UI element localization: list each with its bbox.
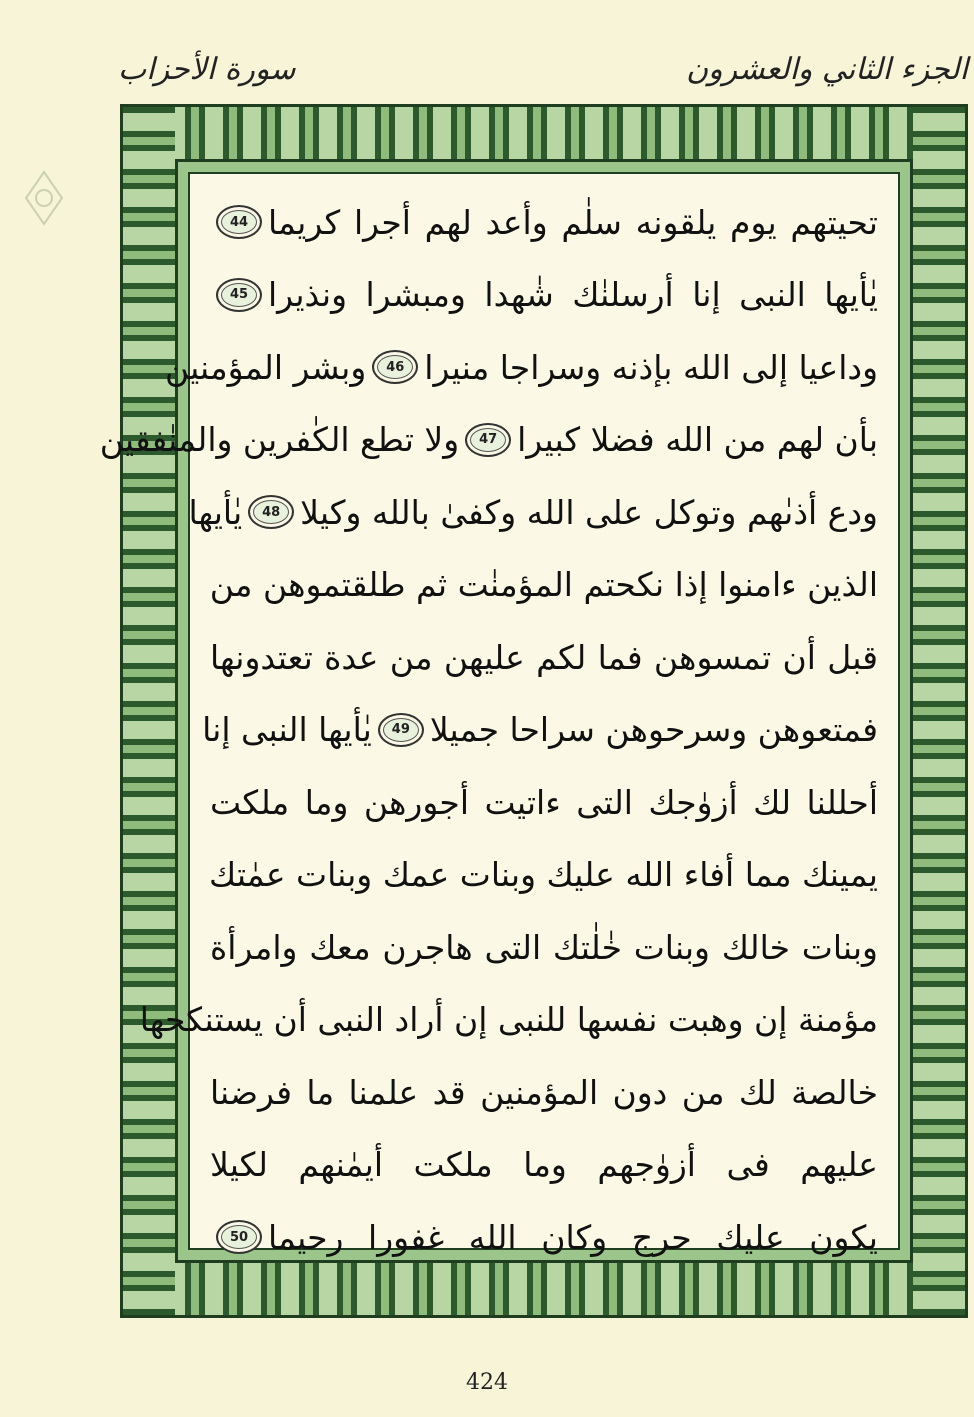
verse-text: وداعيا إلى الله بإذنه وسراجا منيرا — [424, 347, 878, 387]
verse-line — [210, 259, 878, 332]
verse-text: يٰأيها النبى إنا أرسلنٰك شٰهدا ومبشرا ونذيرا — [268, 275, 878, 315]
verse-text: بأن لهم من الله فضلا كبيرا — [517, 420, 878, 460]
verse-line — [210, 839, 878, 912]
verse-text: خالصة لك من دون المؤمنين قد علمنا ما فرضنا — [210, 1072, 878, 1112]
verse-line — [210, 186, 878, 259]
verse-line — [202, 694, 878, 767]
text-panel — [99, 172, 900, 1257]
verse-line — [210, 1201, 878, 1274]
verse-text: يمينك مما أفاء الله عليك وبنات عمك وبنات عمٰتك — [209, 855, 878, 895]
ayah-number-marker: 46 — [372, 350, 418, 384]
verse-text: يكون عليك حرج وكان الله غفورا رحيما — [268, 1217, 878, 1257]
verse-line — [139, 984, 878, 1057]
verse-text: فمتعوهن وسرحوهن سراحا جميلا — [429, 710, 878, 750]
verse-text: ودع أذىٰهم وتوكل على الله وكفىٰ بالله وكيلا — [300, 492, 878, 532]
ayah-number-marker: 49 — [378, 713, 424, 747]
ayah-number-marker: 47 — [465, 423, 511, 457]
frame-ornament-left — [123, 107, 175, 1315]
verse-text: أحللنا لك أزوٰجك التى ءاتيت أجورهن وما ملكت — [210, 782, 878, 822]
hizb-marker-icon — [24, 170, 64, 226]
frame-inner-border — [99, 159, 913, 1263]
decorative-frame — [99, 104, 968, 1318]
juz-title: الجزء الثاني والعشرون — [686, 51, 968, 87]
verse-line — [210, 549, 878, 622]
verse-line — [210, 1129, 878, 1202]
verse-text: عليهم فى أزوٰجهم وما ملكت أيمٰنهم لكيلا — [210, 1145, 878, 1185]
verse-line — [210, 766, 878, 839]
verse-line — [99, 404, 878, 477]
ayah-number-marker: 50 — [216, 1220, 262, 1254]
page-header — [118, 40, 968, 98]
verse-text: وبشر المؤمنين — [164, 347, 367, 387]
verse-text: مؤمنة إن وهبت نفسها للنبى إن أراد النبى أن يستنكحها — [139, 1000, 878, 1040]
verse-text: تحيتهم يوم يلقونه سلٰم وأعد لهم أجرا كريما — [268, 202, 878, 242]
verse-text: يٰأيها — [188, 492, 243, 532]
verse-text: قبل أن تمسوهن فما لكم عليهن من عدة تعتدونها — [210, 637, 878, 677]
verse-text: يٰأيها النبى إنا — [202, 710, 372, 750]
verse-line — [188, 476, 878, 549]
page-number: 424 — [466, 1370, 508, 1395]
verse-line — [210, 911, 878, 984]
verse-line — [210, 1056, 878, 1129]
verses-block — [99, 186, 878, 1257]
verse-text: وبنات خالك وبنات خٰلٰتك التى هاجرن معك وامرأة — [210, 927, 878, 967]
ayah-number-marker: 48 — [248, 495, 294, 529]
frame-ornament-right — [913, 107, 965, 1315]
surah-title: سورة الأحزاب — [118, 51, 296, 87]
verse-text: الذين ءامنوا إذا نكحتم المؤمنٰت ثم طلقتموهن من — [209, 565, 878, 605]
ayah-number-marker: 44 — [216, 205, 262, 239]
verse-text: ولا تطع الكٰفرين والمنٰفقين — [99, 420, 460, 460]
verse-line — [210, 621, 878, 694]
ayah-number-marker: 45 — [216, 278, 262, 312]
verse-line — [164, 331, 878, 404]
